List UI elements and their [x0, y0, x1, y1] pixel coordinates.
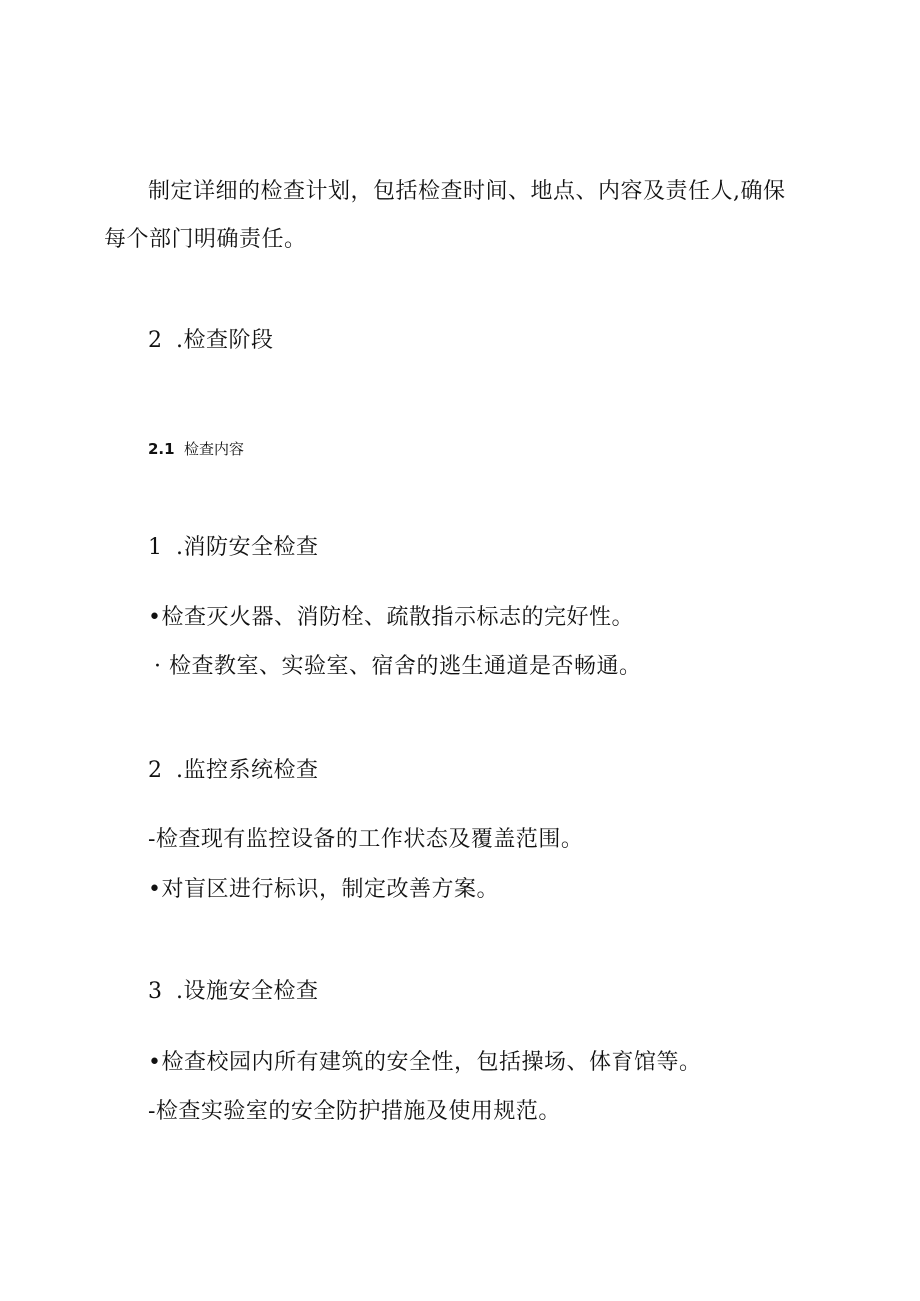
list-item: •检查灭火器、消防栓、疏散指示标志的完好性。: [148, 605, 634, 630]
subsection-number: 2.1: [148, 440, 175, 458]
list-item: -检查实验室的安全防护措施及使用规范。: [148, 1099, 561, 1124]
section-number: 1: [148, 535, 163, 560]
intro-paragraph-line-2: 每个部门明确责任。: [104, 227, 307, 252]
section-title: .检查阶段: [176, 328, 274, 353]
section-heading-stage: [148, 326, 274, 356]
section-heading-monitor: [148, 756, 319, 786]
section-heading-facility: [148, 977, 319, 1007]
subsection-title: 检查内容: [184, 440, 245, 458]
subsection-heading-content: [148, 439, 244, 459]
section-number: 3: [148, 979, 163, 1004]
list-item: •检查校园内所有建筑的安全性，包括操场、体育馆等。: [148, 1050, 702, 1075]
intro-paragraph-line-1: 制定详细的检查计划，包括检查时间、地点、内容及责任人,确保: [148, 179, 786, 204]
list-item: -检查现有监控设备的工作状态及覆盖范围。: [148, 827, 584, 852]
section-title: .消防安全检查: [176, 535, 319, 560]
list-item: · 检查教室、实验室、宿舍的逃生通道是否畅通。: [154, 654, 642, 679]
section-title: .设施安全检查: [176, 979, 319, 1004]
list-item: •对盲区进行标识，制定改善方案。: [148, 877, 499, 902]
section-number: 2: [148, 328, 163, 353]
section-number: 2: [148, 758, 163, 783]
section-title: .监控系统检查: [176, 758, 319, 783]
section-heading-fire: [148, 533, 319, 563]
